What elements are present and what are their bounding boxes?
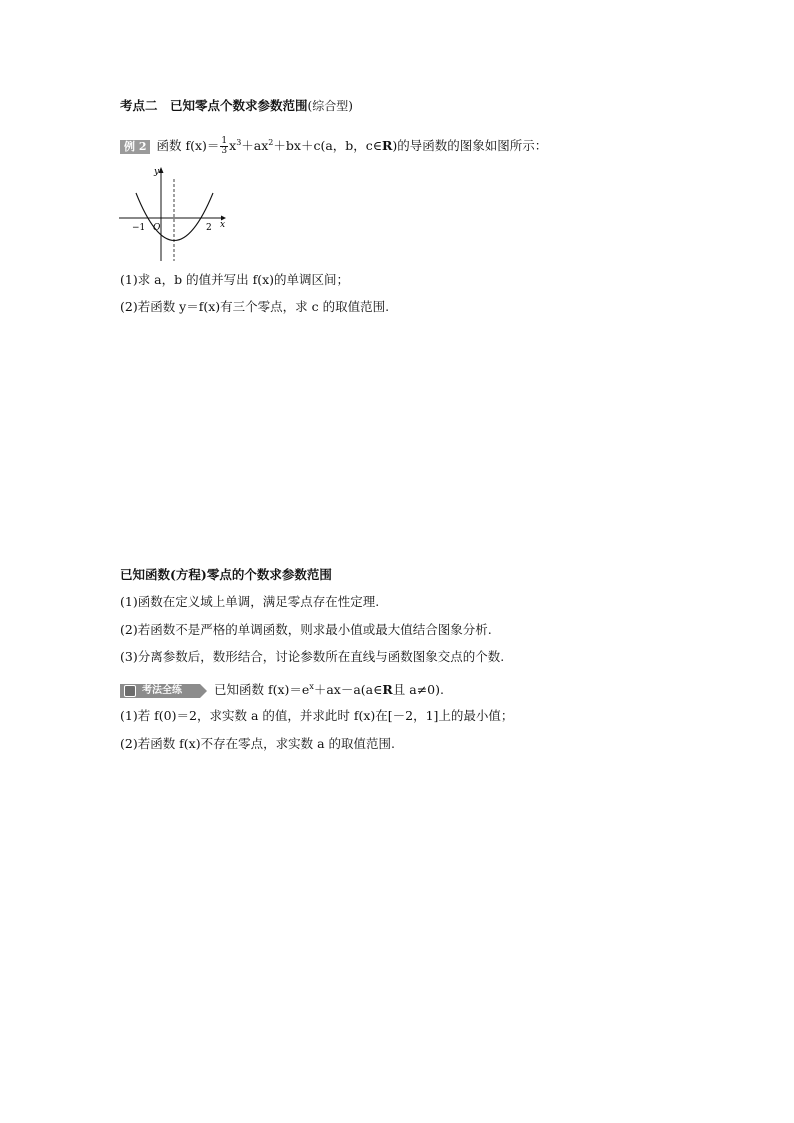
fraction-one-third: $\frac{1}{3}$: [221, 136, 228, 157]
parabola-curve: [136, 193, 213, 241]
derivative-graph: [117, 163, 229, 263]
origin-label: O: [153, 223, 161, 233]
example-badge: 例 2: [120, 140, 150, 154]
y-axis-arrow-icon: [159, 167, 164, 173]
exercise-statement: 考法全练 已知函数 $f(x)=e^x+ax-a(a\in R$且 a≠0).: [120, 678, 444, 699]
example-statement: 例 2 函数 f(x)＝ $\frac{1}{3}$ $x^3+ax^2+bx+c(a$，b，c∈R)的导函数的图象如图所示：: [120, 132, 547, 157]
exercise-badge: 考法全练: [120, 684, 200, 698]
method-point-3: (3)分离参数后，数形结合，讨论参数所在直线与函数图象交点的个数.: [120, 649, 505, 664]
method-point-2: (2)若函数不是严格的单调函数，则求最小值或最大值结合图象分析.: [120, 622, 492, 637]
tick-label-neg1: −1: [132, 223, 146, 233]
example-question-2: (2)若函数 y＝f(x)有三个零点，求 c 的取值范围.: [120, 299, 390, 314]
example-text-prefix: 函数 f(x)＝: [156, 138, 220, 154]
exercise-question-2: (2)若函数 f(x)不存在零点，求实数 a 的取值范围.: [120, 736, 395, 751]
section-tag: (综合型): [307, 99, 353, 113]
section-title: 考点二 已知零点个数求参数范围: [120, 98, 308, 113]
section-heading: [120, 98, 353, 114]
exercise-question-1: (1)若 f(0)＝2，求实数 a 的值，并求此时 f(x)在[－2，1]上的最小值；: [120, 708, 514, 723]
example-question-1: (1)求 a，b 的值并写出 f(x)的单调区间；: [120, 272, 350, 287]
method-title: 已知函数(方程)零点的个数求参数范围: [120, 567, 332, 582]
method-point-1: (1)函数在定义域上单调，满足零点存在性定理.: [120, 594, 380, 609]
x-axis-label: x: [220, 220, 226, 230]
y-axis-label: y: [154, 167, 160, 177]
checkbox-icon: [124, 685, 136, 697]
tick-label-2: 2: [206, 223, 212, 233]
